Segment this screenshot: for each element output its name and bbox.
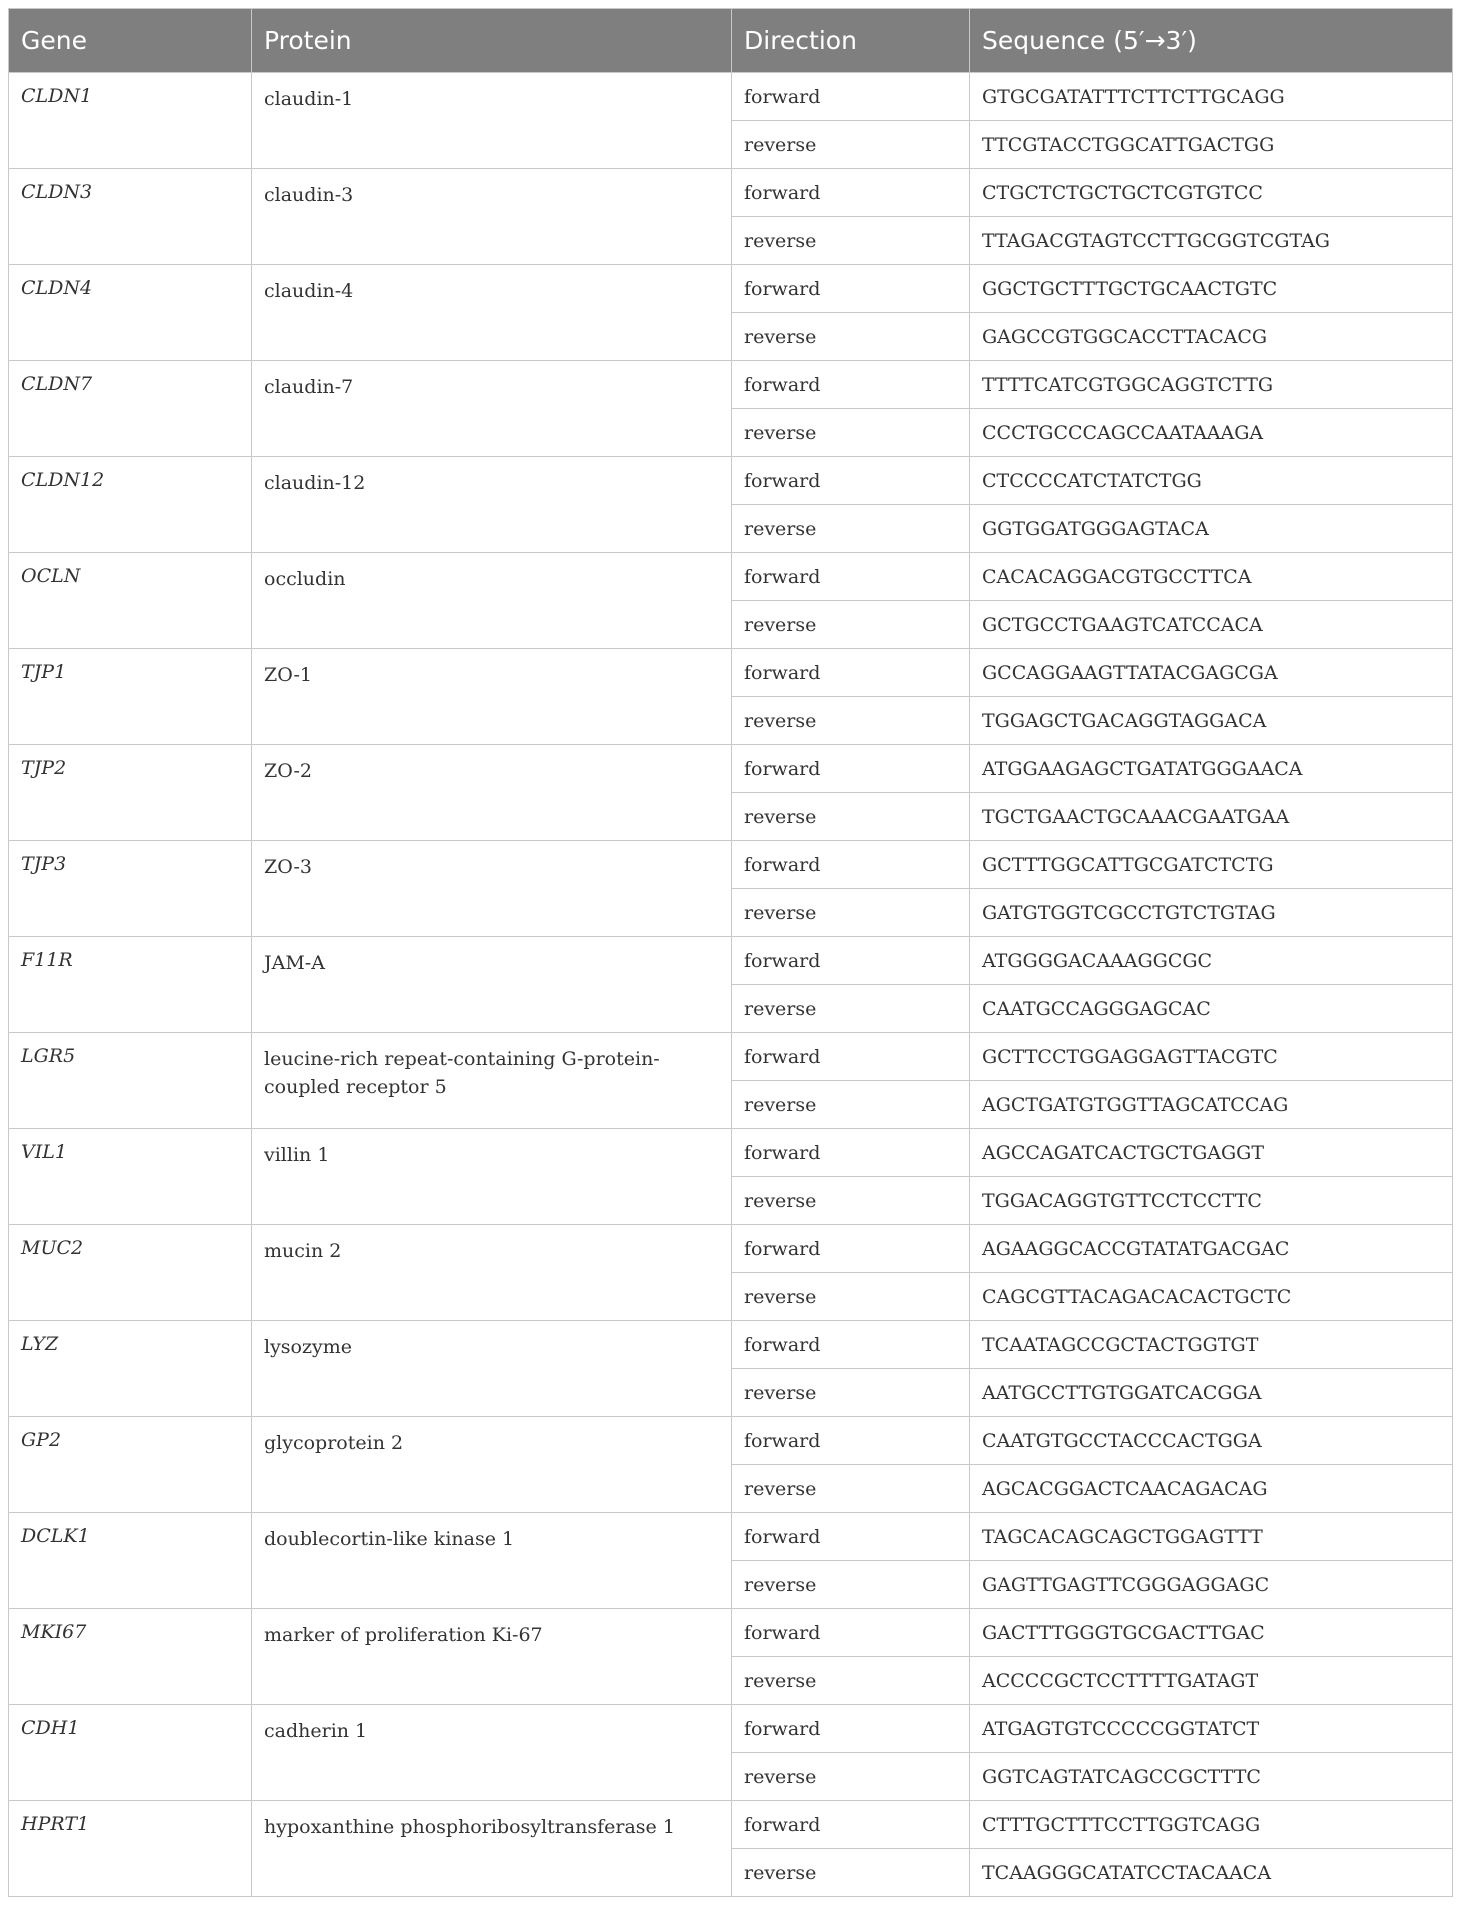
table-row (9, 1417, 1453, 1465)
table-row (9, 1321, 1453, 1369)
direction-reverse-cell: reverse (732, 1465, 970, 1513)
sequence-forward-cell: GCCAGGAAGTTATACGAGCGA (970, 649, 1453, 697)
sequence-forward-cell: GGCTGCTTTGCTGCAACTGTC (970, 265, 1453, 313)
protein-cell: lysozyme (252, 1321, 732, 1417)
sequence-reverse-cell: CCCTGCCCAGCCAATAAAGA (970, 409, 1453, 457)
primer-table (8, 8, 1453, 1897)
direction-reverse-cell: reverse (732, 793, 970, 841)
protein-cell: cadherin 1 (252, 1705, 732, 1801)
table-row (9, 553, 1453, 601)
sequence-forward-cell: AGCCAGATCACTGCTGAGGT (970, 1129, 1453, 1177)
gene-cell: CLDN3 (9, 169, 252, 265)
sequence-forward-cell: TTTTCATCGTGGCAGGTCTTG (970, 361, 1453, 409)
gene-cell: LGR5 (9, 1033, 252, 1129)
sequence-reverse-cell: AATGCCTTGTGGATCACGGA (970, 1369, 1453, 1417)
header-sequence: Sequence (5′→3′) (970, 9, 1453, 73)
direction-forward-cell: forward (732, 1513, 970, 1561)
direction-forward-cell: forward (732, 1705, 970, 1753)
sequence-reverse-cell: ACCCCGCTCCTTTTGATAGT (970, 1657, 1453, 1705)
gene-cell: F11R (9, 937, 252, 1033)
header-direction: Direction (732, 9, 970, 73)
gene-cell: CLDN12 (9, 457, 252, 553)
table-row (9, 1705, 1453, 1753)
direction-reverse-cell: reverse (732, 1753, 970, 1801)
direction-forward-cell: forward (732, 1033, 970, 1081)
sequence-reverse-cell: CAGCGTTACAGACACACTGCTC (970, 1273, 1453, 1321)
protein-cell: villin 1 (252, 1129, 732, 1225)
direction-reverse-cell: reverse (732, 409, 970, 457)
table-row (9, 1033, 1453, 1081)
sequence-reverse-cell: TGCTGAACTGCAAACGAATGAA (970, 793, 1453, 841)
protein-cell: mucin 2 (252, 1225, 732, 1321)
sequence-reverse-cell: TTAGACGTAGTCCTTGCGGTCGTAG (970, 217, 1453, 265)
direction-forward-cell: forward (732, 73, 970, 121)
sequence-reverse-cell: TTCGTACCTGGCATTGACTGG (970, 121, 1453, 169)
sequence-reverse-cell: AGCTGATGTGGTTAGCATCCAG (970, 1081, 1453, 1129)
table-row (9, 265, 1453, 313)
direction-forward-cell: forward (732, 1609, 970, 1657)
sequence-forward-cell: GACTTTGGGTGCGACTTGAC (970, 1609, 1453, 1657)
table-row (9, 1129, 1453, 1177)
sequence-forward-cell: GCTTTGGCATTGCGATCTCTG (970, 841, 1453, 889)
direction-reverse-cell: reverse (732, 313, 970, 361)
sequence-forward-cell: CTGCTCTGCTGCTCGTGTCC (970, 169, 1453, 217)
table-row (9, 457, 1453, 505)
direction-reverse-cell: reverse (732, 601, 970, 649)
protein-cell: occludin (252, 553, 732, 649)
sequence-forward-cell: TCAATAGCCGCTACTGGTGT (970, 1321, 1453, 1369)
table-body (9, 73, 1453, 1897)
gene-cell: DCLK1 (9, 1513, 252, 1609)
protein-cell: glycoprotein 2 (252, 1417, 732, 1513)
protein-cell: claudin-4 (252, 265, 732, 361)
protein-cell: claudin-3 (252, 169, 732, 265)
gene-cell: VIL1 (9, 1129, 252, 1225)
sequence-reverse-cell: GGTGGATGGGAGTACA (970, 505, 1453, 553)
gene-cell: CDH1 (9, 1705, 252, 1801)
protein-cell: hypoxanthine phosphoribosyltransferase 1 (252, 1801, 732, 1897)
sequence-reverse-cell: GCTGCCTGAAGTCATCCACA (970, 601, 1453, 649)
protein-cell: claudin-12 (252, 457, 732, 553)
sequence-reverse-cell: GGTCAGTATCAGCCGCTTTC (970, 1753, 1453, 1801)
table-row (9, 745, 1453, 793)
sequence-reverse-cell: TCAAGGGCATATCCTACAACA (970, 1849, 1453, 1897)
direction-forward-cell: forward (732, 937, 970, 985)
direction-reverse-cell: reverse (732, 505, 970, 553)
sequence-forward-cell: GTGCGATATTTCTTCTTGCAGG (970, 73, 1453, 121)
sequence-reverse-cell: GATGTGGTCGCCTGTCTGTAG (970, 889, 1453, 937)
direction-reverse-cell: reverse (732, 1561, 970, 1609)
sequence-forward-cell: TAGCACAGCAGCTGGAGTTT (970, 1513, 1453, 1561)
sequence-forward-cell: CTTTGCTTTCCTTGGTCAGG (970, 1801, 1453, 1849)
header-protein: Protein (252, 9, 732, 73)
header-row (9, 9, 1453, 73)
table-row (9, 1801, 1453, 1849)
direction-forward-cell: forward (732, 457, 970, 505)
direction-forward-cell: forward (732, 1321, 970, 1369)
protein-cell: ZO-1 (252, 649, 732, 745)
direction-forward-cell: forward (732, 649, 970, 697)
table-row (9, 1225, 1453, 1273)
protein-cell: ZO-3 (252, 841, 732, 937)
direction-reverse-cell: reverse (732, 889, 970, 937)
protein-cell: ZO-2 (252, 745, 732, 841)
direction-forward-cell: forward (732, 841, 970, 889)
gene-cell: CLDN1 (9, 73, 252, 169)
direction-reverse-cell: reverse (732, 1081, 970, 1129)
sequence-reverse-cell: TGGAGCTGACAGGTAGGACA (970, 697, 1453, 745)
sequence-forward-cell: ATGGAAGAGCTGATATGGGAACA (970, 745, 1453, 793)
gene-cell: HPRT1 (9, 1801, 252, 1897)
header-gene: Gene (9, 9, 252, 73)
gene-cell: MUC2 (9, 1225, 252, 1321)
direction-reverse-cell: reverse (732, 121, 970, 169)
direction-reverse-cell: reverse (732, 1177, 970, 1225)
gene-cell: OCLN (9, 553, 252, 649)
direction-reverse-cell: reverse (732, 697, 970, 745)
direction-forward-cell: forward (732, 1129, 970, 1177)
table-row (9, 937, 1453, 985)
gene-cell: MKI67 (9, 1609, 252, 1705)
direction-forward-cell: forward (732, 265, 970, 313)
direction-reverse-cell: reverse (732, 985, 970, 1033)
sequence-forward-cell: CACACAGGACGTGCCTTCA (970, 553, 1453, 601)
table-row (9, 73, 1453, 121)
gene-cell: TJP3 (9, 841, 252, 937)
direction-forward-cell: forward (732, 1417, 970, 1465)
direction-reverse-cell: reverse (732, 1273, 970, 1321)
sequence-reverse-cell: CAATGCCAGGGAGCAC (970, 985, 1453, 1033)
direction-reverse-cell: reverse (732, 1369, 970, 1417)
sequence-reverse-cell: GAGTTGAGTTCGGGAGGAGC (970, 1561, 1453, 1609)
sequence-reverse-cell: GAGCCGTGGCACCTTACACG (970, 313, 1453, 361)
protein-cell: marker of proliferation Ki-67 (252, 1609, 732, 1705)
direction-reverse-cell: reverse (732, 1849, 970, 1897)
sequence-forward-cell: GCTTCCTGGAGGAGTTACGTC (970, 1033, 1453, 1081)
table-row (9, 169, 1453, 217)
table-row (9, 1609, 1453, 1657)
protein-cell: claudin-7 (252, 361, 732, 457)
gene-cell: GP2 (9, 1417, 252, 1513)
direction-forward-cell: forward (732, 1801, 970, 1849)
sequence-forward-cell: ATGAGTGTCCCCCGGTATCT (970, 1705, 1453, 1753)
direction-reverse-cell: reverse (732, 1657, 970, 1705)
table-row (9, 649, 1453, 697)
protein-cell: JAM-A (252, 937, 732, 1033)
sequence-forward-cell: CAATGTGCCTACCCACTGGA (970, 1417, 1453, 1465)
sequence-forward-cell: ATGGGGACAAAGGCGC (970, 937, 1453, 985)
protein-cell: doublecortin-like kinase 1 (252, 1513, 732, 1609)
gene-cell: TJP2 (9, 745, 252, 841)
direction-reverse-cell: reverse (732, 217, 970, 265)
table-row (9, 1513, 1453, 1561)
direction-forward-cell: forward (732, 745, 970, 793)
sequence-reverse-cell: TGGACAGGTGTTCCTCCTTC (970, 1177, 1453, 1225)
direction-forward-cell: forward (732, 553, 970, 601)
sequence-forward-cell: AGAAGGCACCGTATATGACGAC (970, 1225, 1453, 1273)
protein-cell: claudin-1 (252, 73, 732, 169)
protein-cell: leucine-rich repeat-containing G-protein-coupled receptor 5 (252, 1033, 732, 1129)
direction-forward-cell: forward (732, 1225, 970, 1273)
direction-forward-cell: forward (732, 169, 970, 217)
table-row (9, 361, 1453, 409)
sequence-reverse-cell: AGCACGGACTCAACAGACAG (970, 1465, 1453, 1513)
gene-cell: LYZ (9, 1321, 252, 1417)
gene-cell: CLDN7 (9, 361, 252, 457)
table-row (9, 841, 1453, 889)
direction-forward-cell: forward (732, 361, 970, 409)
sequence-forward-cell: CTCCCCATCTATCTGG (970, 457, 1453, 505)
gene-cell: TJP1 (9, 649, 252, 745)
gene-cell: CLDN4 (9, 265, 252, 361)
